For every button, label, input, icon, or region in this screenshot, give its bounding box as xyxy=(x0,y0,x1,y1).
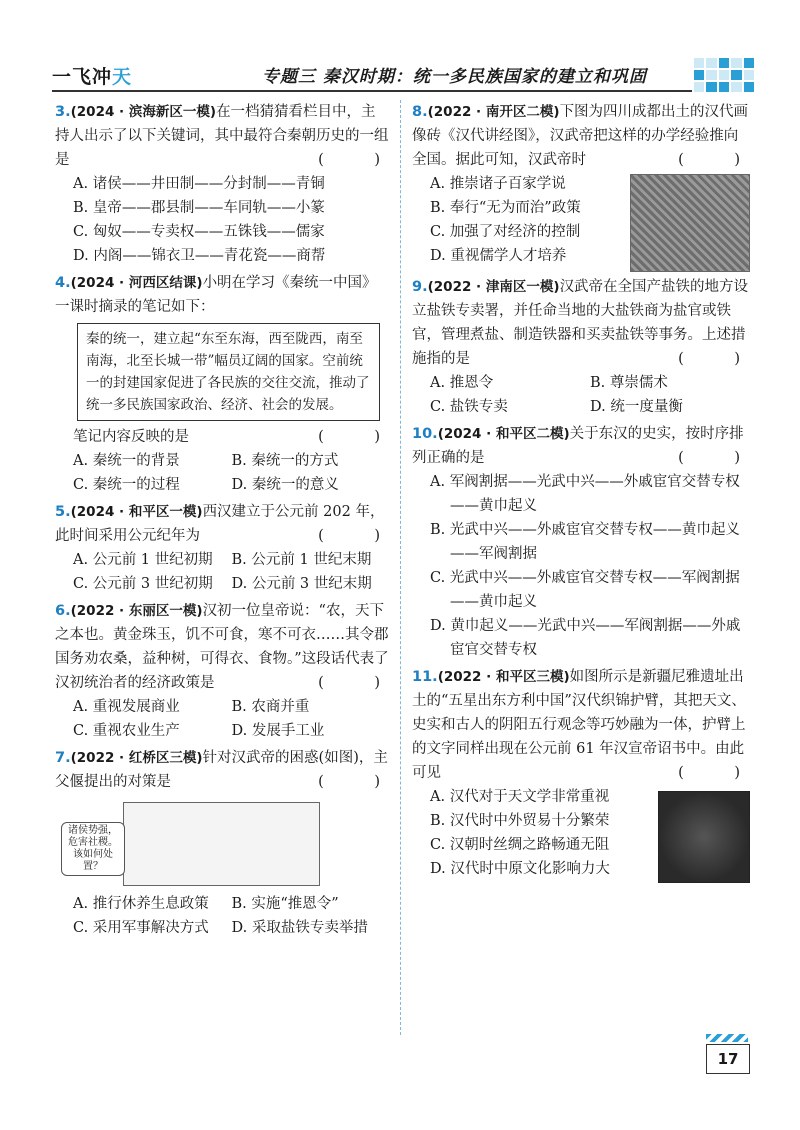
q7-option-a[interactable]: A. 推行休养生息政策 xyxy=(73,896,209,912)
q3-option-b[interactable]: B. 皇帝——郡县制——车同轨——小篆 xyxy=(73,200,325,216)
left-column xyxy=(55,100,398,940)
q6-option-b[interactable]: B. 农商并重 xyxy=(231,699,310,715)
q10-option-a[interactable]: A. 军阀割据——光武中兴——外戚宦官交替专权——黄巾起义 xyxy=(430,474,740,514)
q9-option-d[interactable]: D. 统一度量衡 xyxy=(590,399,683,415)
q9-option-a[interactable]: A. 推恩令 xyxy=(430,375,494,391)
question-3: 3.(2024 · 滨海新区一模)在一档猜猜看栏目中，主持人出示了以下关键词，其中最符合秦朝历史的一组是 ( ) A. 诸侯——井田制——分封制——青铜 B. 皇帝——郡县制——车同轨——小篆 C. 匈奴——专卖权——五铢钱——儒家 D. 内阁——锦衣卫——青花瓷——商帮 xyxy=(55,100,390,268)
q6-option-c[interactable]: C. 重视农业生产 xyxy=(73,723,180,739)
brand-logo: 一飞冲天 xyxy=(52,66,133,88)
q4-option-a[interactable]: A. 秦统一的背景 xyxy=(73,453,180,469)
question-9: 9.(2022 · 津南区一模)汉武帝在全国产盐铁的地方设立盐铁专卖署，并任命当地的大盐铁商为盐官或铁官，管理煮盐、制造铁器和买卖盐铁等事务。上述措施指的是 ( ) A. 推恩令 B. 尊崇儒术 C. 盐铁专卖 D. 统一度量衡 xyxy=(412,275,750,419)
q8-option-b[interactable]: B. 奉行“无为而治”政策 xyxy=(430,200,581,216)
question-6: 6.(2022 · 东丽区一模)汉初一位皇帝说：“农，天下之本也。黄金珠玉，饥不可食，寒不可衣……其令郡国务劝农桑，益种树，可得衣、食物。”这段话代表了汉初统治者的经济政策是 ( ) A. 重视发展商业 B. 农商并重 C. 重视农业生产 D. 发展手工业 xyxy=(55,599,390,743)
q8-brick-relief-image xyxy=(630,174,750,272)
q11-option-d[interactable]: D. 汉代时中原文化影响力大 xyxy=(430,861,610,877)
question-5: 5.(2024 · 和平区一模)西汉建立于公元前 202 年，此时间采用公元纪年为 ( ) A. 公元前 1 世纪初期 B. 公元前 1 世纪末期 C. 公元前 3 世纪初期 D. 公元前 3 世纪末期 xyxy=(55,500,390,596)
question-8: 8.(2022 · 南开区二模)下图为四川成都出土的汉代画像砖《汉代讲经图》，汉武帝把这样的办学经验推向全国。据此可知，汉武帝时 ( ) A. 推崇诸子百家学说 B. 奉行“无为而治”政策 C. 加强了对经济的控制 D. 重视儒学人才培养 xyxy=(412,100,750,272)
q10-option-b[interactable]: B. 光武中兴——外戚宦官交替专权——黄巾起义——军阀割据 xyxy=(430,522,740,562)
page-header xyxy=(0,54,800,94)
q6-option-a[interactable]: A. 重视发展商业 xyxy=(73,699,180,715)
q10-option-c[interactable]: C. 光武中兴——外戚宦官交替专权——军阀割据——黄巾起义 xyxy=(430,570,740,610)
q11-armband-image xyxy=(658,791,750,883)
q9-option-b[interactable]: B. 尊崇儒术 xyxy=(590,375,668,391)
q3-option-c[interactable]: C. 匈奴——专卖权——五铢钱——儒家 xyxy=(73,224,325,240)
question-10: 10.(2024 · 和平区二模)关于东汉的史实，按时序排列正确的是 ( ) A. 军阀割据——光武中兴——外戚宦官交替专权——黄巾起义 B. 光武中兴——外戚宦官交替专权——黄巾起义——军阀割据 C. 光武中兴——外戚宦官交替专权——军阀割据——黄巾起义 D. 黄巾起义——光武中兴——军阀割据——外戚宦官交替专权 xyxy=(412,422,750,662)
question-7: 7.(2022 · 红桥区三模)针对汉武帝的困惑(如图)，主父偃提出的对策是 ( ) 诸侯势强，危害社稷。该如何处置？ A. 推行休养生息政策 B. 实施“推恩令” C. 采用军事解决方式 D. 采取盐铁专卖举措 xyxy=(55,746,390,940)
q4-option-b[interactable]: B. 秦统一的方式 xyxy=(231,453,339,469)
right-column xyxy=(412,100,758,883)
chapter-title: 专题三 秦汉时期：统一多民族国家的建立和巩固 xyxy=(262,67,647,87)
q7-option-c[interactable]: C. 采用军事解决方式 xyxy=(73,920,209,936)
header-grid-decoration xyxy=(694,58,754,92)
q8-option-d[interactable]: D. 重视儒学人才培养 xyxy=(430,248,567,264)
q10-option-d[interactable]: D. 黄巾起义——光武中兴——军阀割据——外戚宦官交替专权 xyxy=(430,618,741,658)
q6-option-d[interactable]: D. 发展手工业 xyxy=(231,723,325,739)
page-number-decoration xyxy=(706,1034,748,1042)
q5-option-a[interactable]: A. 公元前 1 世纪初期 xyxy=(73,552,213,568)
q3-option-d[interactable]: D. 内阁——锦衣卫——青花瓷——商帮 xyxy=(73,248,326,264)
page-number: 17 xyxy=(706,1044,750,1074)
q8-option-a[interactable]: A. 推崇诸子百家学说 xyxy=(430,176,566,192)
q5-option-d[interactable]: D. 公元前 3 世纪末期 xyxy=(231,576,372,592)
q11-option-a[interactable]: A. 汉代对于天文学非常重视 xyxy=(430,789,610,805)
question-4: 4.(2024 · 河西区结课)小明在学习《秦统一中国》一课时摘录的笔记如下： 秦的统一，建立起“东至东海，西至陇西，南至南海，北至长城一带”幅员辽阔的国家。空前统一的封建国家促进了各民族的交往交流，推动了统一多民族国家政治、经济、社会的发展。 笔记内容反映的是 ( ) A. 秦统一的背景 B. 秦统一的方式 C. 秦统一的过程 D. 秦统一的意义 xyxy=(55,271,390,497)
q4-option-c[interactable]: C. 秦统一的过程 xyxy=(73,477,180,493)
q7-option-b[interactable]: B. 实施“推恩令” xyxy=(231,896,339,912)
q5-option-b[interactable]: B. 公元前 1 世纪末期 xyxy=(231,552,372,568)
q7-speech-bubble: 诸侯势强，危害社稷。该如何处置？ xyxy=(61,822,125,876)
header-rule xyxy=(52,90,692,92)
q3-option-a[interactable]: A. 诸侯——井田制——分封制——青铜 xyxy=(73,176,325,192)
q4-note-box: 秦的统一，建立起“东至东海，西至陇西，南至南海，北至长城一带”幅员辽阔的国家。空前统一的封建国家促进了各民族的交往交流，推动了统一多民族国家政治、经济、社会的发展。 xyxy=(77,323,380,421)
q9-option-c[interactable]: C. 盐铁专卖 xyxy=(430,399,508,415)
question-11: 11.(2022 · 和平区三模)如图所示是新疆尼雅遗址出土的“五星出东方利中国”汉代织锦护臂，其把天文、史实和古人的阴阳五行观念等巧妙融为一体，护臂上的文字同样出现在公元前 61 年汉宣帝诏书中。由此可见 ( ) A. 汉代对于天文学非常重视 B. 汉代时中外贸易十分繁荣 C. 汉朝时丝绸之路畅通无阻 D. 汉代时中原文化影响力大 xyxy=(412,665,750,881)
q7-cartoon-image xyxy=(123,802,320,886)
q11-option-c[interactable]: C. 汉朝时丝绸之路畅通无阻 xyxy=(430,837,610,853)
q8-option-c[interactable]: C. 加强了对经济的控制 xyxy=(430,224,581,240)
q5-option-c[interactable]: C. 公元前 3 世纪初期 xyxy=(73,576,213,592)
q4-option-d[interactable]: D. 秦统一的意义 xyxy=(231,477,339,493)
q7-option-d[interactable]: D. 采取盐铁专卖举措 xyxy=(231,920,368,936)
column-divider xyxy=(400,100,401,1035)
q11-option-b[interactable]: B. 汉代时中外贸易十分繁荣 xyxy=(430,813,610,829)
